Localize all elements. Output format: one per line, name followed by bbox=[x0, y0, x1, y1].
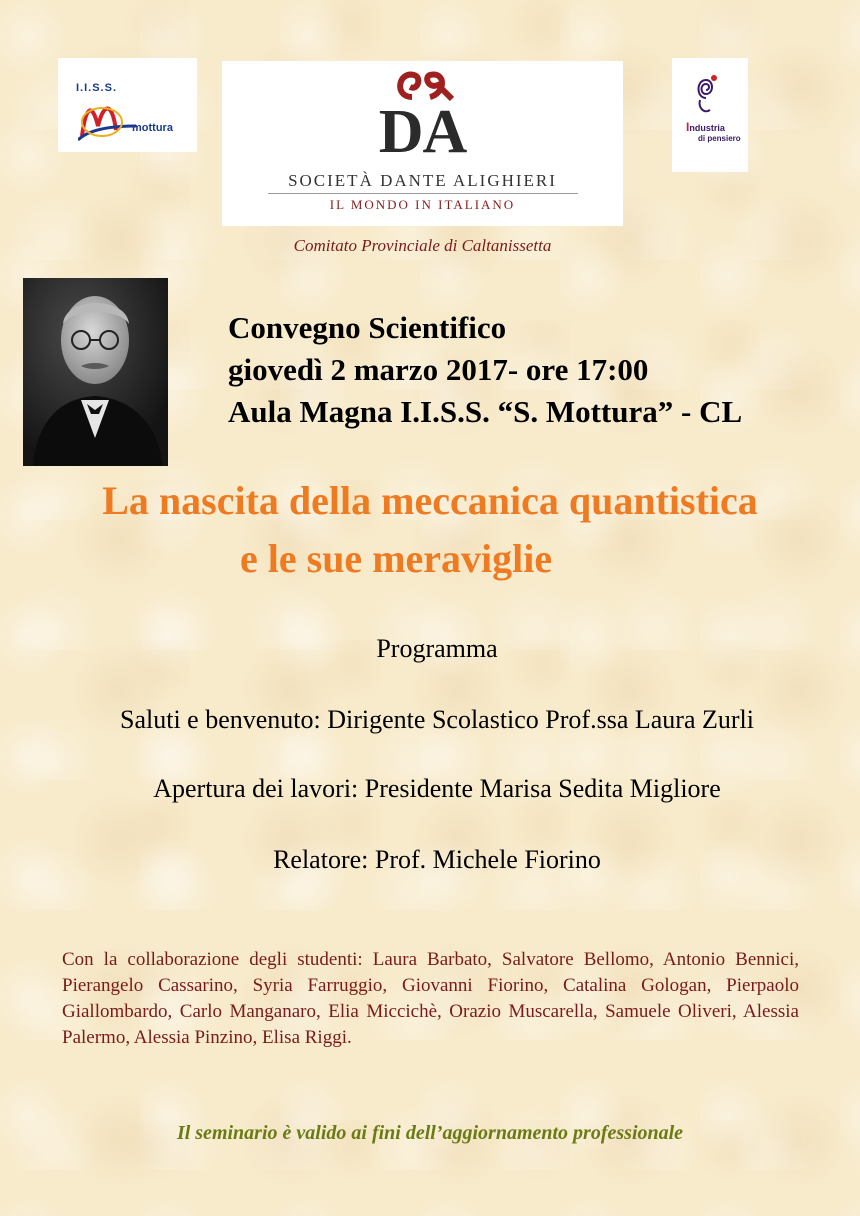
iiss-m-mark-icon bbox=[78, 96, 138, 142]
event-datetime: giovedì 2 marzo 2017- ore 17:00 bbox=[228, 352, 649, 387]
dante-society-name: SOCIETÀ DANTE ALIGHIERI bbox=[288, 171, 557, 190]
industria-line1 bbox=[686, 120, 725, 134]
dante-alighieri-logo bbox=[222, 61, 623, 226]
program-item: Apertura dei lavori: Presidente Marisa Sedita Migliore bbox=[153, 774, 721, 803]
portrait-image bbox=[23, 278, 168, 466]
industria-initial: I bbox=[686, 120, 690, 134]
committee-caption: Comitato Provinciale di Caltanissetta bbox=[293, 236, 552, 255]
talk-title-line1: La nascita della meccanica quantistica bbox=[102, 478, 758, 523]
dante-initials: DA bbox=[378, 98, 467, 166]
event-type: Convegno Scientifico bbox=[228, 310, 507, 345]
industria-di-pensiero-logo bbox=[672, 58, 748, 172]
iiss-logo-name: mottura bbox=[132, 122, 173, 134]
speaker-portrait bbox=[23, 278, 168, 466]
validity-note: Il seminario è valido ai fini dell’aggiornamento professionale bbox=[176, 1122, 684, 1144]
industria-word: ndustria bbox=[689, 123, 725, 133]
program-item: Saluti e benvenuto: Dirigente Scolastico Prof.ssa Laura Zurli bbox=[120, 705, 754, 734]
spiral-head-icon bbox=[686, 70, 726, 118]
iiss-mottura-logo bbox=[58, 58, 197, 152]
program-heading: Programma bbox=[376, 634, 498, 663]
program-item: Relatore: Prof. Michele Fiorino bbox=[273, 845, 601, 874]
iiss-logo-label: I.I.S.S. bbox=[76, 82, 118, 94]
industria-line2: di pensiero bbox=[698, 134, 741, 143]
dante-motto: IL MONDO IN ITALIANO bbox=[329, 197, 516, 212]
event-location: Aula Magna I.I.S.S. “S. Mottura” - CL bbox=[228, 394, 743, 429]
dante-divider bbox=[268, 193, 578, 194]
student-collaboration-paragraph: Con la collaborazione degli studenti: Laura Barbato, Salvatore Bellomo, Antonio Bennici, Pierangelo Cassarino, Syria Farruggio, Giovanni Fiorino, Catalina Gologan, Pierpaolo Giallombardo, Carlo Manganaro, Elia Miccichè, Orazio Muscarella, Samuele Oliveri, Alessia Palermo, Alessia Pinzino, Elisa Riggi. bbox=[62, 949, 799, 1048]
talk-title-line2: e le sue meraviglie bbox=[240, 536, 553, 581]
